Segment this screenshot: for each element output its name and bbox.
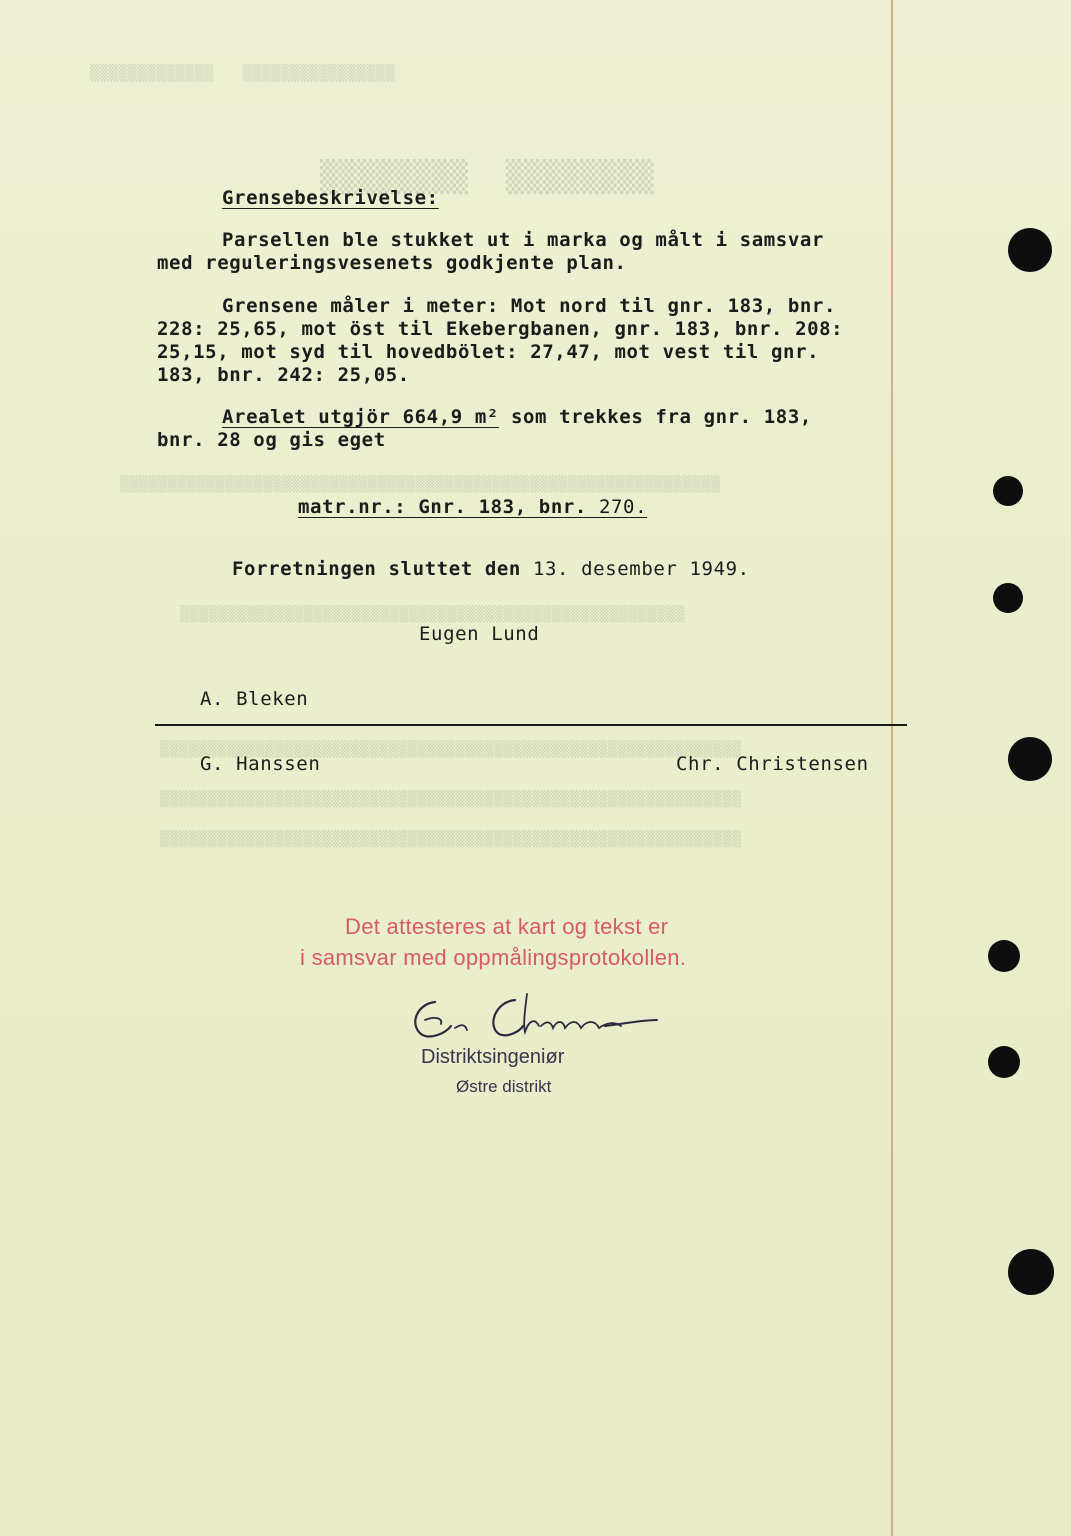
binder-hole	[1008, 737, 1052, 781]
area-value: Arealet utgjör 664,9 m²	[222, 406, 499, 428]
paragraph-line: 25,15, mot syd til hovedbölet: 27,47, mot vest til gnr.	[157, 341, 820, 363]
stamp-title: Distriktsingeniør	[421, 1046, 565, 1068]
paragraph-line: 228: 25,65, mot öst til Ekebergbanen, gnr. 183, bnr. 208:	[157, 318, 844, 340]
bleed-through-text: ▒▒▒▒▒▒▒▒ ▒▒▒▒▒▒▒▒	[320, 160, 655, 195]
margin-rule	[891, 0, 893, 1536]
bleed-through-text: ▒▒▒▒▒▒▒▒▒▒▒▒▒▒▒▒▒▒▒▒▒▒▒▒▒▒▒▒▒▒▒▒▒▒▒▒▒▒▒▒▒▒▒▒▒▒▒▒▒▒▒▒▒▒▒▒▒▒▒▒▒	[160, 740, 742, 758]
bleed-through-text: ▒▒▒▒▒▒▒▒▒▒▒▒▒▒▒▒▒▒▒▒▒▒▒▒▒▒▒▒▒▒▒▒▒▒▒▒▒▒▒▒▒▒▒▒▒▒▒▒▒▒▒▒▒▒▒▒▒▒▒▒▒▒▒	[120, 475, 721, 493]
binder-hole	[1008, 228, 1052, 272]
signature-chr-christensen: Chr. Christensen	[676, 753, 869, 775]
attestation-stamp-line: Det attesteres at kart og tekst er	[345, 914, 669, 939]
binder-hole	[988, 940, 1020, 972]
area-line: bnr. 28 og gis eget	[157, 429, 386, 451]
matrikkel-value: 270.	[598, 496, 648, 518]
paragraph-line: Grensene måler i meter: Mot nord til gnr. 183, bnr.	[222, 295, 836, 317]
area-line	[222, 406, 812, 428]
matrikkel-prefix: matr.nr.: Gnr. 183, bnr.	[298, 496, 587, 518]
bleed-through-text: ▒▒▒▒▒▒▒▒▒▒▒▒▒ ▒▒▒▒▒▒▒▒▒▒▒▒▒▒▒▒	[90, 64, 395, 82]
signature-eugen-lund: Eugen Lund	[419, 623, 540, 645]
signature-a-bleken: A. Bleken	[200, 688, 309, 710]
paragraph-line: Parsellen ble stukket ut i marka og målt i samsvar	[222, 229, 824, 251]
signature-divider	[155, 724, 907, 726]
binder-hole	[988, 1046, 1020, 1078]
binder-hole	[993, 476, 1023, 506]
paragraph-line: med reguleringsvesenets godkjente plan.	[157, 252, 627, 274]
binder-hole	[993, 583, 1023, 613]
stamp-district: Østre distrikt	[456, 1077, 552, 1096]
section-heading: Grensebeskrivelse:	[222, 187, 439, 209]
closing-prefix: Forretningen sluttet den	[232, 558, 521, 580]
binder-hole	[1008, 1249, 1054, 1295]
area-rest: som trekkes fra gnr. 183,	[498, 406, 812, 428]
handwritten-signature	[395, 990, 665, 1050]
paragraph-line: 183, bnr. 242: 25,05.	[157, 364, 410, 386]
matrikkel-number	[298, 496, 647, 518]
bleed-through-text: ▒▒▒▒▒▒▒▒▒▒▒▒▒▒▒▒▒▒▒▒▒▒▒▒▒▒▒▒▒▒▒▒▒▒▒▒▒▒▒▒▒▒▒▒▒▒▒▒▒▒▒▒▒	[180, 605, 686, 623]
bleed-through-text: ▒▒▒▒▒▒▒▒▒▒▒▒▒▒▒▒▒▒▒▒▒▒▒▒▒▒▒▒▒▒▒▒▒▒▒▒▒▒▒▒▒▒▒▒▒▒▒▒▒▒▒▒▒▒▒▒▒▒▒▒▒	[160, 830, 742, 848]
bleed-through-text: ▒▒▒▒▒▒▒▒▒▒▒▒▒▒▒▒▒▒▒▒▒▒▒▒▒▒▒▒▒▒▒▒▒▒▒▒▒▒▒▒▒▒▒▒▒▒▒▒▒▒▒▒▒▒▒▒▒▒▒▒▒	[160, 790, 742, 808]
closing-line	[232, 558, 750, 580]
attestation-stamp-line: i samsvar med oppmålingsprotokollen.	[300, 945, 687, 970]
signature-g-hanssen: G. Hanssen	[200, 753, 321, 775]
closing-date: 13. desember 1949.	[532, 558, 750, 580]
